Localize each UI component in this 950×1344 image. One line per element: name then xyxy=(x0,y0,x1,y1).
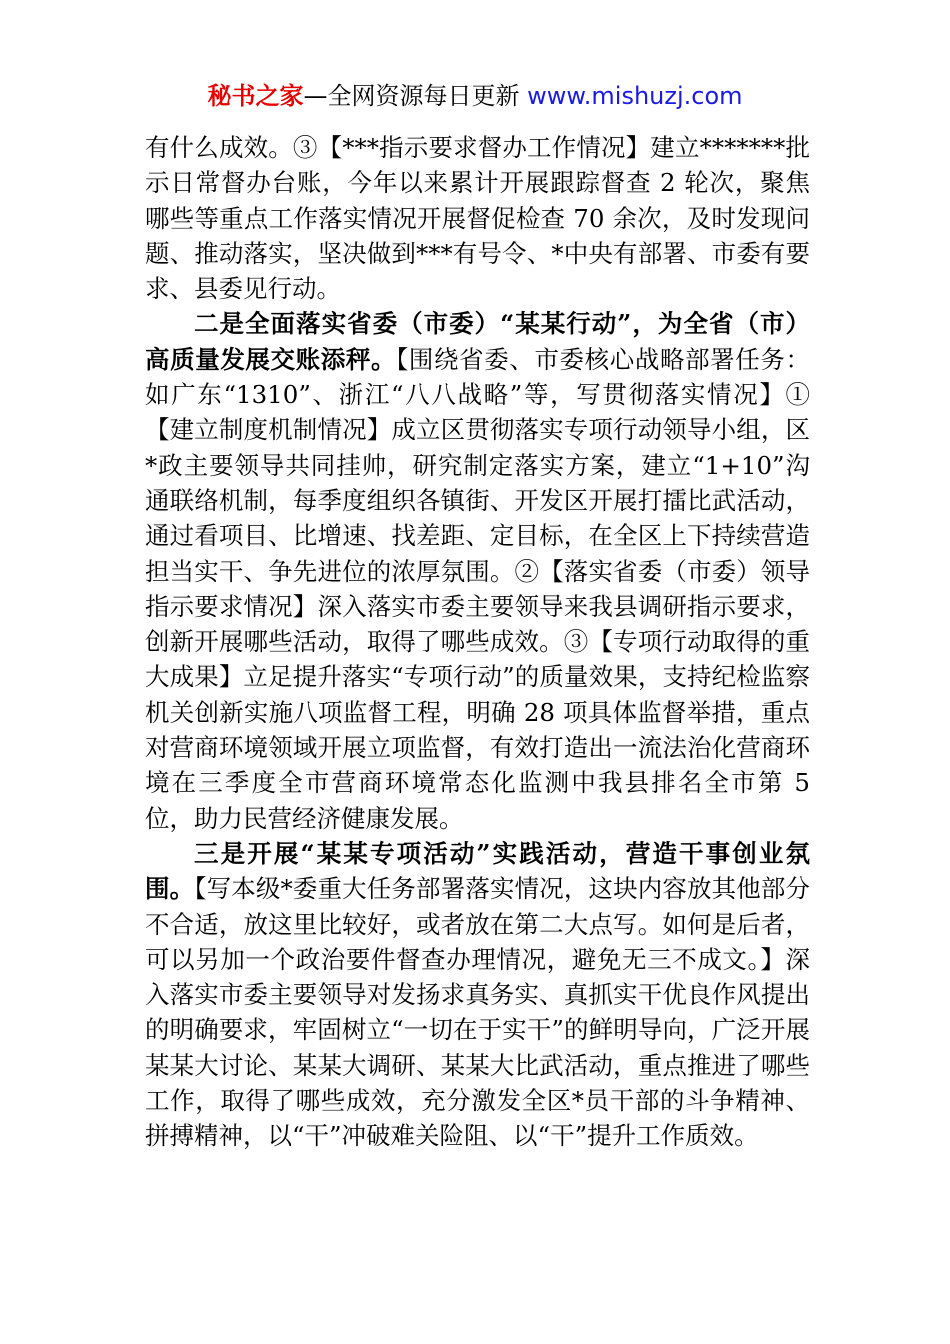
paragraph-continuation xyxy=(145,130,810,306)
paragraph-section-three xyxy=(145,836,810,1154)
site-brand: 秘书之家 xyxy=(207,82,304,110)
site-tagline: —全网资源每日更新 xyxy=(303,82,528,110)
section-heading: 二是全面落实省委（市委）“某某行动”，为全省（市）高质量发展交账添秤。 xyxy=(145,309,810,374)
paragraph-section-two xyxy=(145,306,810,835)
site-header xyxy=(0,78,950,114)
paragraph-text: 有什么成效。③【***指示要求督办工作情况】建立*******批示日常督办台账，今年以来累计开展跟踪督查 2 轮次，聚焦哪些等重点工作落实情况开展督促检查 70 余次，及时发现问题、推动落实，坚决做到***有号令、*中央有部署、市委有要求、县委见行动。 xyxy=(145,133,810,304)
paragraph-text: 【围绕省委、市委核心战略部署任务：如广东“1310”、浙江“八八战略”等，写贯彻落实情况】①【建立制度机制情况】成立区贯彻落实专项行动领导小组，区*政主要领导共同挂帅，研究制定落实方案，建立“1+10”沟通联络机制，每季度组织各镇街、开发区开展打擂比武活动，通过看项目、比增速、找差距、定目标，在全区上下持续营造担当实干、争先进位的浓厚氛围。②【落实省委（市委）领导指示要求情况】深入落实市委主要领导来我县调研指示要求，创新开展哪些活动，取得了哪些成效。③【专项行动取得的重大成果】立足提升落实“专项行动”的质量效果，支持纪检监察机关创新实施八项监督工程，明确 28 项具体监督举措，重点对营商环境领域开展立项监督，有效打造出一流法治化营商环境在三季度全市营商环境常态化监测中我县排名全市第 5 位，助力民营经济健康发展。 xyxy=(145,344,811,833)
document-body xyxy=(145,130,810,1154)
site-url[interactable]: www.mishuzj.com xyxy=(527,82,743,110)
section-heading: 三是开展“某某专项活动”实践活动，营造干事创业氛围。 xyxy=(145,838,810,904)
paragraph-text: 【写本级*委重大任务部署落实情况，这块内容放其他部分不合适，放这里比较好，或者放在第二大点写。如何是后者，可以另加一个政治要件督查办理情况，避免无三不成文。】深入落实市委主要领导对发扬求真务实、真抓实干优良作风提出的明确要求，牢固树立“一切在于实干”的鲜明导向，广泛开展某某大讨论、某某大调研、某某大比武活动，重点推进了哪些工作，取得了哪些成效，充分激发全区*员干部的斗争精神、拼搏精神，以“干”冲破难关险阻、以“干”提升工作质效。 xyxy=(145,874,811,1151)
